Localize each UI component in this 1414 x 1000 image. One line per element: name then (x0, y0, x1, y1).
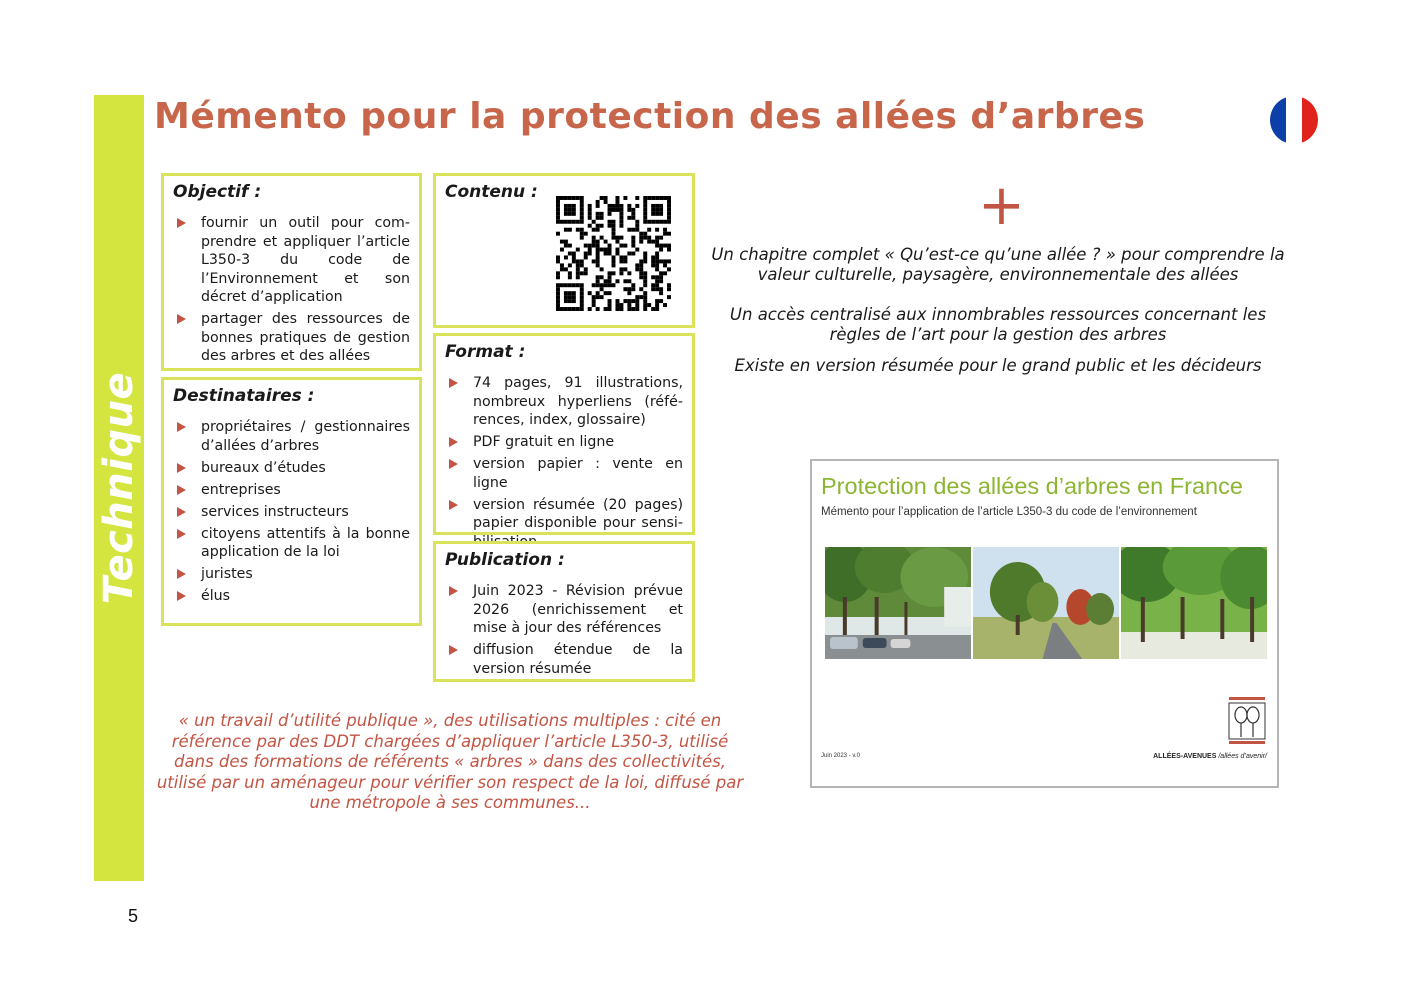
publication-list (445, 582, 683, 678)
list-item: PDF gratuit en ligne (445, 433, 683, 452)
cover-photo-tree-lined-park (1121, 547, 1267, 659)
cover-subtitle: Mémento pour l’application de l’article L350-3 du code de l’environnement (821, 506, 1197, 518)
objectif-heading: Objectif : (173, 182, 262, 202)
cover-date: Juin 2023 - v.0 (821, 753, 860, 759)
contenu-box (433, 173, 695, 328)
cover-org-tagline: /allées d’avenir/ (1218, 753, 1267, 760)
cover-org-name: ALLÉES-AVENUES (1153, 753, 1217, 760)
feature-resources: Un accès centralisé aux innombrables ressources concernant les règles de l’art pour la gestion des arbres (729, 305, 1267, 344)
format-box (433, 333, 695, 535)
cover-title: Protection des allées d’arbres en France (821, 473, 1243, 499)
list-item: élus (173, 587, 410, 606)
flag-white-stripe (1286, 96, 1302, 144)
objectif-box (161, 173, 422, 371)
destinataires-list (173, 418, 410, 606)
cover-photo-country-road (973, 547, 1119, 659)
sidebar-label: Technique (96, 371, 142, 605)
list-item: Juin 2023 - Révision prévue 2026 (enrichissement et mise à jour des références (445, 582, 683, 638)
publication-box (433, 541, 695, 682)
objectif-list (173, 214, 410, 366)
qr-code-icon[interactable] (556, 196, 671, 311)
page-title: Mémento pour la protection des allées d’arbres (154, 96, 1146, 137)
cover-photos (825, 547, 1267, 659)
sidebar-band (94, 95, 144, 881)
list-item: bureaux d’études (173, 459, 410, 478)
list-item: 74 pages, 91 illustrations, nombreux hyperliens (réfé-rences, index, glossaire) (445, 374, 683, 430)
list-item: services instructeurs (173, 503, 410, 522)
flag-blue-stripe (1270, 96, 1286, 144)
publication-heading: Publication : (445, 550, 565, 570)
list-item: juristes (173, 565, 410, 584)
feature-chapter: Un chapitre complet « Qu’est-ce qu’une allée ? » pour comprendre la valeur culturelle, paysagère, environnementale des allées (711, 245, 1285, 284)
list-item: version papier : vente en ligne (445, 455, 683, 492)
format-list (445, 374, 683, 551)
list-item: propriétaires / gestionnaires d’allées d’arbres (173, 418, 410, 455)
list-item: citoyens attentifs à la bonne application de la loi (173, 525, 410, 562)
cover-photo-tree-avenue-street (825, 547, 971, 659)
list-item: entreprises (173, 481, 410, 500)
usage-quote: « un travail d’utilité publique », des utilisations multiples : cité en référence par des DDT chargées d’appliquer l’article L350-3, utilisé dans des formations de référents « arbres » dans des collectivités, utilisé par un aménageur pour vérifier son respect de la loi, diffusé par une métropole à ses communes... (156, 711, 744, 812)
list-item: partager des ressources de bonnes pratiques de gestion des arbres et des allées (173, 310, 410, 366)
destinataires-heading: Destinataires : (173, 386, 315, 406)
french-flag-icon (1270, 96, 1318, 144)
page-number: 5 (128, 906, 139, 926)
list-item: fournir un outil pour com-prendre et appliquer l’article L350-3 du code de l’Environnement et son décret d’application (173, 214, 410, 307)
format-heading: Format : (445, 342, 526, 362)
allees-avenues-logo-icon (1227, 695, 1267, 747)
document-cover[interactable] (810, 459, 1279, 788)
list-item: version résumée (20 pages) papier disponible pour sensi- (445, 496, 683, 552)
feature-summary: Existe en version résumée pour le grand public et les décideurs (734, 356, 1262, 375)
destinataires-box (161, 377, 422, 626)
flag-red-stripe (1302, 96, 1318, 144)
cover-org (1153, 753, 1267, 760)
contenu-heading: Contenu : (445, 182, 538, 202)
plus-sign: + (978, 173, 1025, 238)
list-item: diffusion étendue de la version résumée (445, 641, 683, 678)
